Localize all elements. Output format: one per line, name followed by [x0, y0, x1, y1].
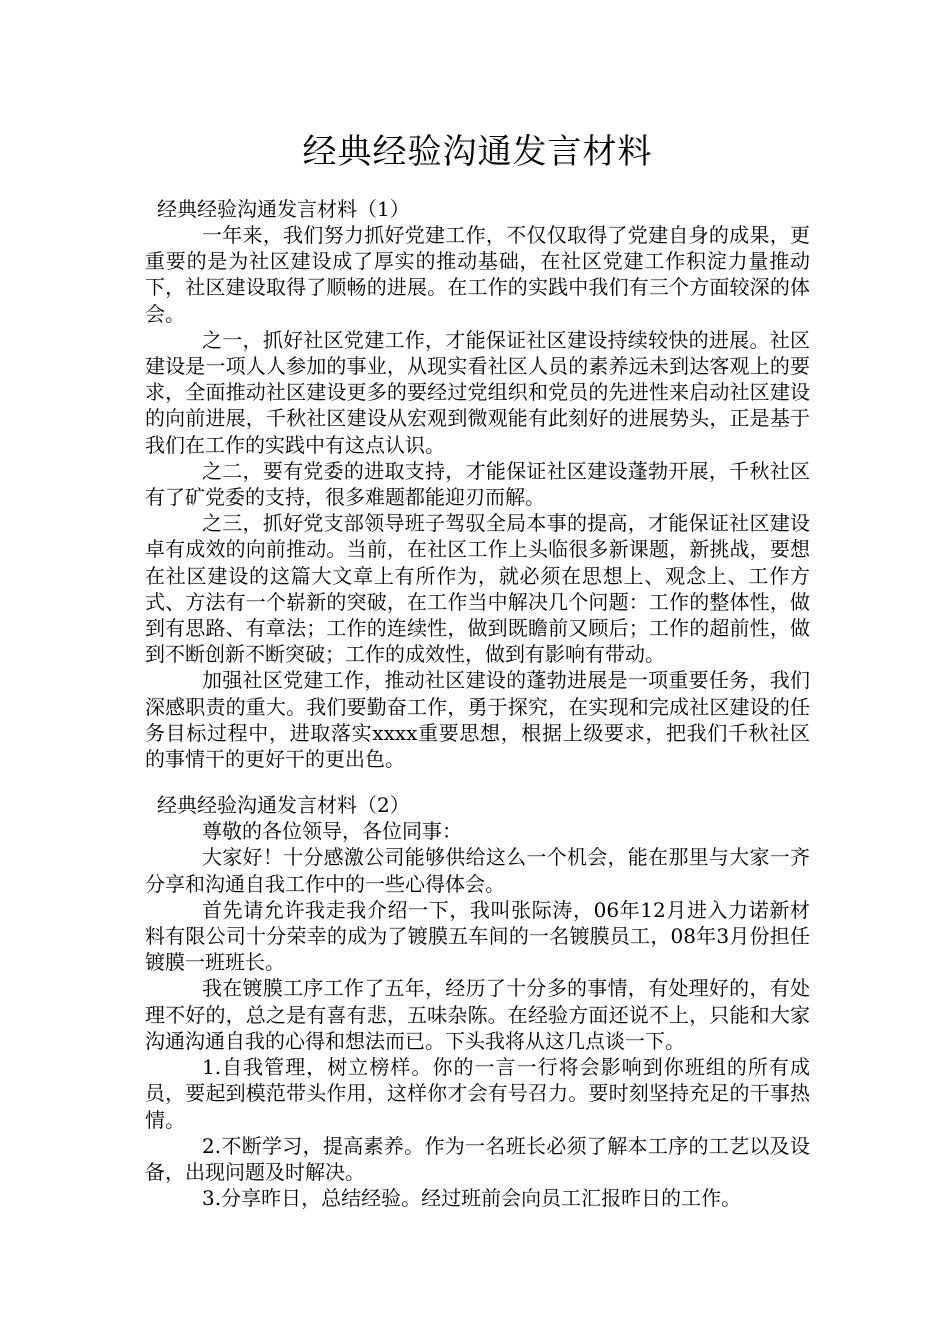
- paragraph: 3.分享昨日，总结经验。经过班前会向员工汇报昨日的工作。: [202, 1186, 742, 1211]
- paragraph: 2.不断学习，提高素养。作为一名班长必须了解本工序的工艺以及设备，出现问题及时解决。: [145, 1133, 810, 1184]
- paragraph: 我在镀膜工序工作了五年，经历了十分多的事情，有处理好的，有处理不好的，总之是有喜有悲，五味杂陈。在经验方面还说不上，只能和大家沟通沟通自我的心得和想法而已。下头我将从这几点谈一下。: [145, 976, 810, 1053]
- paragraph: 一年来，我们努力抓好党建工作，不仅仅取得了党建自身的成果，更重要的是为社区建设成了厚实的推动基础，在社区党建工作积淀力量推动下，社区建设取得了顺畅的进展。在工作的实践中我们有三个方面较深的体会。: [145, 223, 810, 326]
- paragraph: 1.自我管理，树立榜样。你的一言一行将会影响到你班组的所有成员，要起到模范带头作用，这样你才会有号召力。要时刻坚持充足的干事热情。: [145, 1055, 810, 1132]
- paragraph: 首先请允许我走我介绍一下，我叫张际涛，06年12月进入力诺新材料有限公司十分荣幸的成为了镀膜五车间的一名镀膜员工，08年3月份担任镀膜一班班长。: [145, 897, 810, 975]
- paragraph: 之三，抓好党支部领导班子驾驭全局本事的提高，才能保证社区建设卓有成效的向前推动。当前，在社区工作上头临很多新课题，新挑战，要想在社区建设的这篇大文章上有所作为，就必须在思想上、观念上、工作方式、方法有一个崭新的突破，在工作当中解决几个问题：工作的整体性，做到有思路、有章法；工作的连续性，做到既瞻前又顾后；工作的超前性，做到不断创新不断突破；工作的成效性，做到有影响有带动。: [145, 511, 810, 667]
- paragraph: 之二，要有党委的进取支持，才能保证社区建设蓬勃开展，千秋社区有了矿党委的支持，很多难题都能迎刃而解。: [145, 458, 810, 510]
- document-title: 经典经验沟通发言材料: [302, 132, 653, 172]
- section-2: [145, 792, 810, 1211]
- document-page: [145, 0, 810, 1211]
- paragraph: 之一，抓好社区党建工作，才能保证社区建设持续较快的进展。社区建设是一项人人参加的事业，从现实看社区人员的素养远未到达客观上的要求，全面推动社区建设更多的要经过党组织和党员的先进性来启动社区建设的向前进展，千秋社区建设从宏观到微观能有此刻好的进展势头，正是基于我们在工作的实践中有这点认识。: [145, 327, 810, 457]
- section-heading: 经典经验沟通发言材料（2）: [157, 793, 410, 818]
- paragraph: 尊敬的各位领导，各位同事：: [202, 819, 462, 844]
- section-heading: 经典经验沟通发言材料（1）: [157, 197, 410, 221]
- paragraph: 大家好！十分感激公司能够供给这么一个机会，能在那里与大家一齐分享和沟通自我工作中的一些心得体会。: [145, 845, 810, 896]
- section-1: [145, 196, 810, 772]
- paragraph: 加强社区党建工作，推动社区建设的蓬勃进展是一项重要任务，我们深感职责的重大。我们要勤奋工作，勇于探究，在实现和完成社区建设的任务目标过程中，进取落实xxxx重要思想，根据上级要求，把我们千秋社区的事情干的更好干的更出色。: [145, 668, 810, 772]
